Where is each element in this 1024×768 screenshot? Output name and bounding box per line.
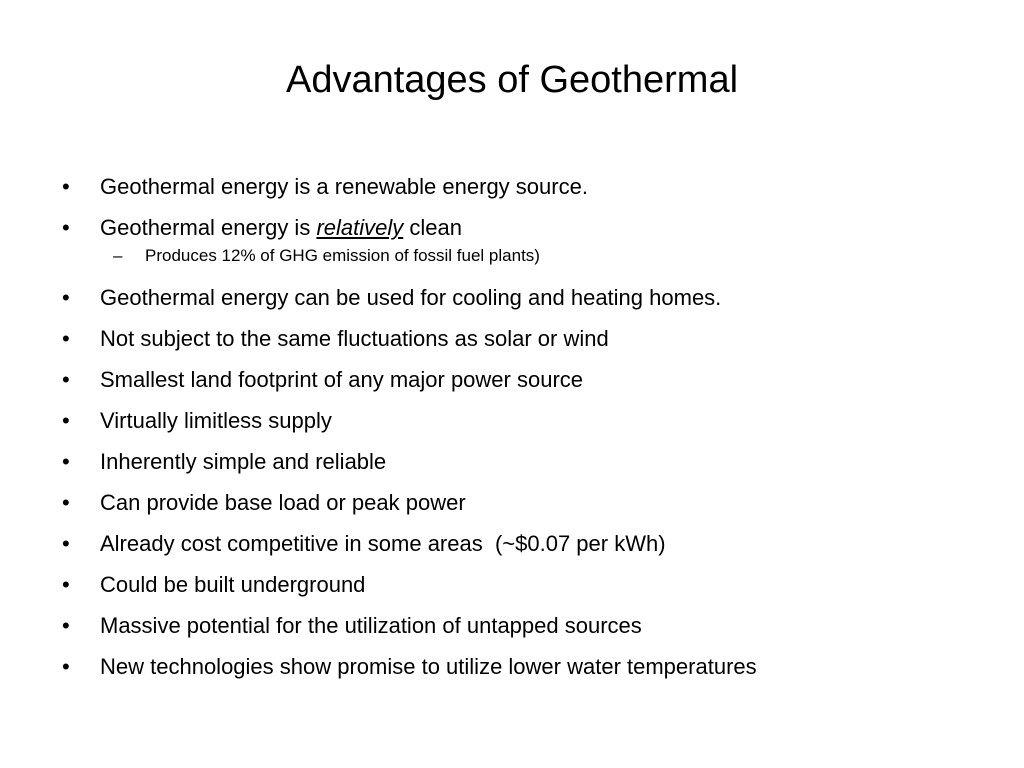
bullet-item — [62, 166, 982, 207]
bullet-item — [62, 523, 982, 564]
bullet-text: New technologies show promise to utilize lower water temperatures — [100, 654, 757, 679]
bullet-item — [62, 605, 982, 646]
bullet-marker: • — [62, 613, 70, 638]
sub-bullet-item — [62, 243, 982, 277]
bullet-marker: • — [62, 572, 70, 597]
bullet-item — [62, 400, 982, 441]
bullet-marker: • — [62, 449, 70, 474]
sub-bullet-text: Produces 12% of GHG emission of fossil fuel plants) — [145, 246, 540, 265]
bullet-text: Smallest land footprint of any major power source — [100, 367, 584, 392]
bullet-text: Could be built underground — [100, 572, 366, 597]
bullet-item — [62, 207, 982, 248]
bullet-item — [62, 482, 982, 523]
bullet-text: Virtually limitless supply — [100, 408, 332, 433]
bullet-text: Massive potential for the utilization of untapped sources — [100, 613, 642, 638]
bullet-text-after: clean — [403, 215, 462, 240]
slide-title: Advantages of Geothermal — [285, 59, 739, 101]
bullet-text-emphasis: relatively — [316, 215, 404, 240]
bullet-item — [62, 359, 982, 400]
bullet-marker: • — [62, 326, 70, 351]
bullet-text: Geothermal energy is a renewable energy source. — [100, 174, 588, 199]
sub-bullet-marker: – — [113, 246, 123, 265]
bullet-item — [62, 646, 982, 687]
bullet-text: Not subject to the same fluctuations as solar or wind — [100, 326, 609, 351]
bullet-marker: • — [62, 490, 70, 515]
bullet-text: Inherently simple and reliable — [100, 449, 387, 474]
bullet-text: Can provide base load or peak power — [100, 490, 466, 515]
bullet-marker: • — [62, 367, 70, 392]
bullet-item — [62, 441, 982, 482]
bullet-marker: • — [62, 285, 70, 310]
bullet-marker: • — [62, 654, 70, 679]
bullet-marker: • — [62, 215, 70, 240]
bullet-item — [62, 564, 982, 605]
bullet-text-before: Geothermal energy is — [100, 215, 317, 240]
bullet-item — [62, 318, 982, 359]
bullet-text: Geothermal energy can be used for cooling and heating homes. — [100, 285, 722, 310]
bullet-marker: • — [62, 174, 70, 199]
bullet-marker: • — [62, 408, 70, 433]
bullet-list — [62, 166, 982, 687]
bullet-text: Already cost competitive in some areas (~$0.07 per kWh) — [100, 531, 666, 556]
bullet-item — [62, 277, 982, 318]
bullet-marker: • — [62, 531, 70, 556]
